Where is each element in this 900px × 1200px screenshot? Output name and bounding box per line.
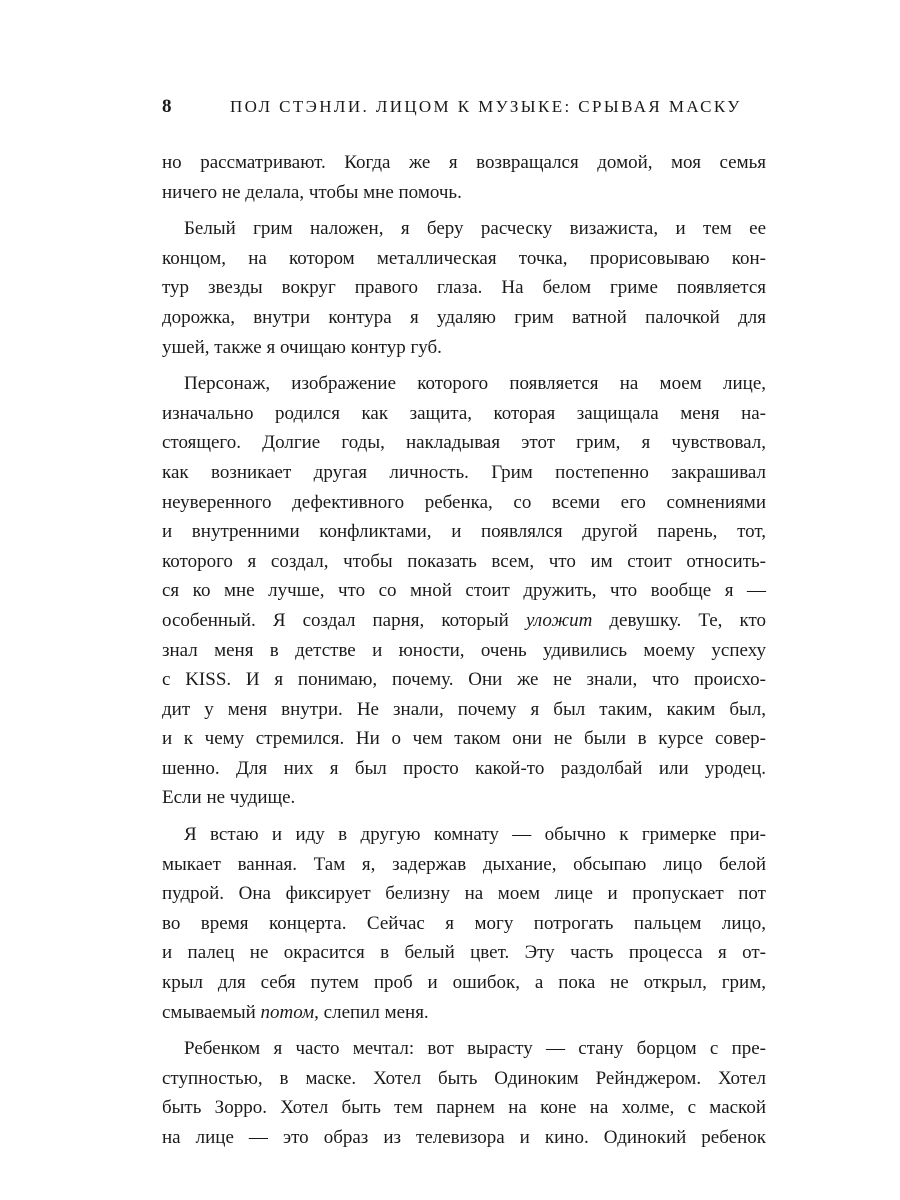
text-line: особенный. Я создал парня, который уложит девушку. Те, кто [162,609,766,631]
text-line: Ребенком я часто мечтал: вот вырасту — стану борцом с пре- [184,1038,766,1060]
text-line: неуверенного дефективного ребенка, со всеми его сомнениями [162,491,766,513]
paragraph [162,148,766,207]
text-line: на лице — это образ из телевизора и кино. Одинокий ребенок [162,1127,766,1148]
body-text [162,148,766,1153]
text-line: и к чему стремился. Ни о чем таком они не были в курсе совер- [162,728,766,750]
page-number: 8 [162,96,172,117]
text-line: смываемый потом, слепил меня. [162,1001,429,1023]
text-line: Персонаж, изображение которого появляется на моем лице, [184,373,766,395]
paragraph [162,369,766,813]
paragraph [162,1034,766,1152]
text-line: тур звезды вокруг правого глаза. На белом гриме появляется [162,277,766,299]
running-head [162,92,762,122]
text-line: ся ко мне лучше, что со мной стоит дружить, что вообще я — [162,580,766,602]
text-line: стоящего. Долгие годы, накладывая этот грим, я чувствовал, [162,432,766,454]
text-line: дит у меня внутри. Не знали, почему я был таким, каким был, [162,698,766,720]
text-line: во время концерта. Сейчас я могу потрогать пальцем лицо, [162,912,766,934]
text-line: но рассматривают. Когда же я возвращался домой, моя семья [162,152,766,173]
text-line: шенно. Для них я был просто какой-то раздолбай или уродец. [162,757,766,779]
paragraph [162,214,766,362]
text-line: с KISS. И я понимаю, почему. Они же не знали, что происхо- [162,669,766,691]
text-line: изначально родился как защита, которая защищала меня на- [162,402,766,424]
text-line: дорожка, внутри контура я удаляю грим ватной палочкой для [162,306,766,328]
text-line: Белый грим наложен, я беру расческу визажиста, и тем ее [184,218,766,240]
text-line: знал меня в детстве и юности, очень удивились моему успеху [162,639,766,661]
text-line: ушей, также я очищаю контур губ. [162,336,442,358]
text-line: и внутренними конфликтами, и появлялся другой парень, тот, [162,521,766,543]
text-line: концом, на котором металлическая точка, прорисовываю кон- [162,247,766,269]
text-line: и палец не окрасится в белый цвет. Эту часть процесса я от- [162,942,766,964]
text-line: Если не чудище. [162,787,296,809]
text-line: Я встаю и иду в другую комнату — обычно к гримерке при- [184,824,766,846]
paragraph [162,820,766,1027]
text-line: быть Зорро. Хотел быть тем парнем на коне на холме, с маской [162,1097,766,1119]
text-line: ничего не делала, чтобы мне помочь. [162,181,462,203]
text-line: как возникает другая личность. Грим постепенно закрашивал [162,461,766,483]
text-line: пудрой. Она фиксирует белизну на моем лице и пропускает пот [162,883,766,905]
text-line: которого я создал, чтобы показать всем, что им стоит относить- [162,550,766,572]
book-title: ПОЛ СТЭНЛИ. ЛИЦОМ К МУЗЫКЕ: СРЫВАЯ МАСКУ [230,97,742,116]
text-line: мыкает ванная. Там я, задержав дыхание, обсыпаю лицо белой [162,853,766,875]
text-line: ступностью, в маске. Хотел быть Одиноким Рейнджером. Хотел [162,1067,766,1089]
text-line: крыл для себя путем проб и ошибок, а пока не открыл, грим, [162,972,766,994]
